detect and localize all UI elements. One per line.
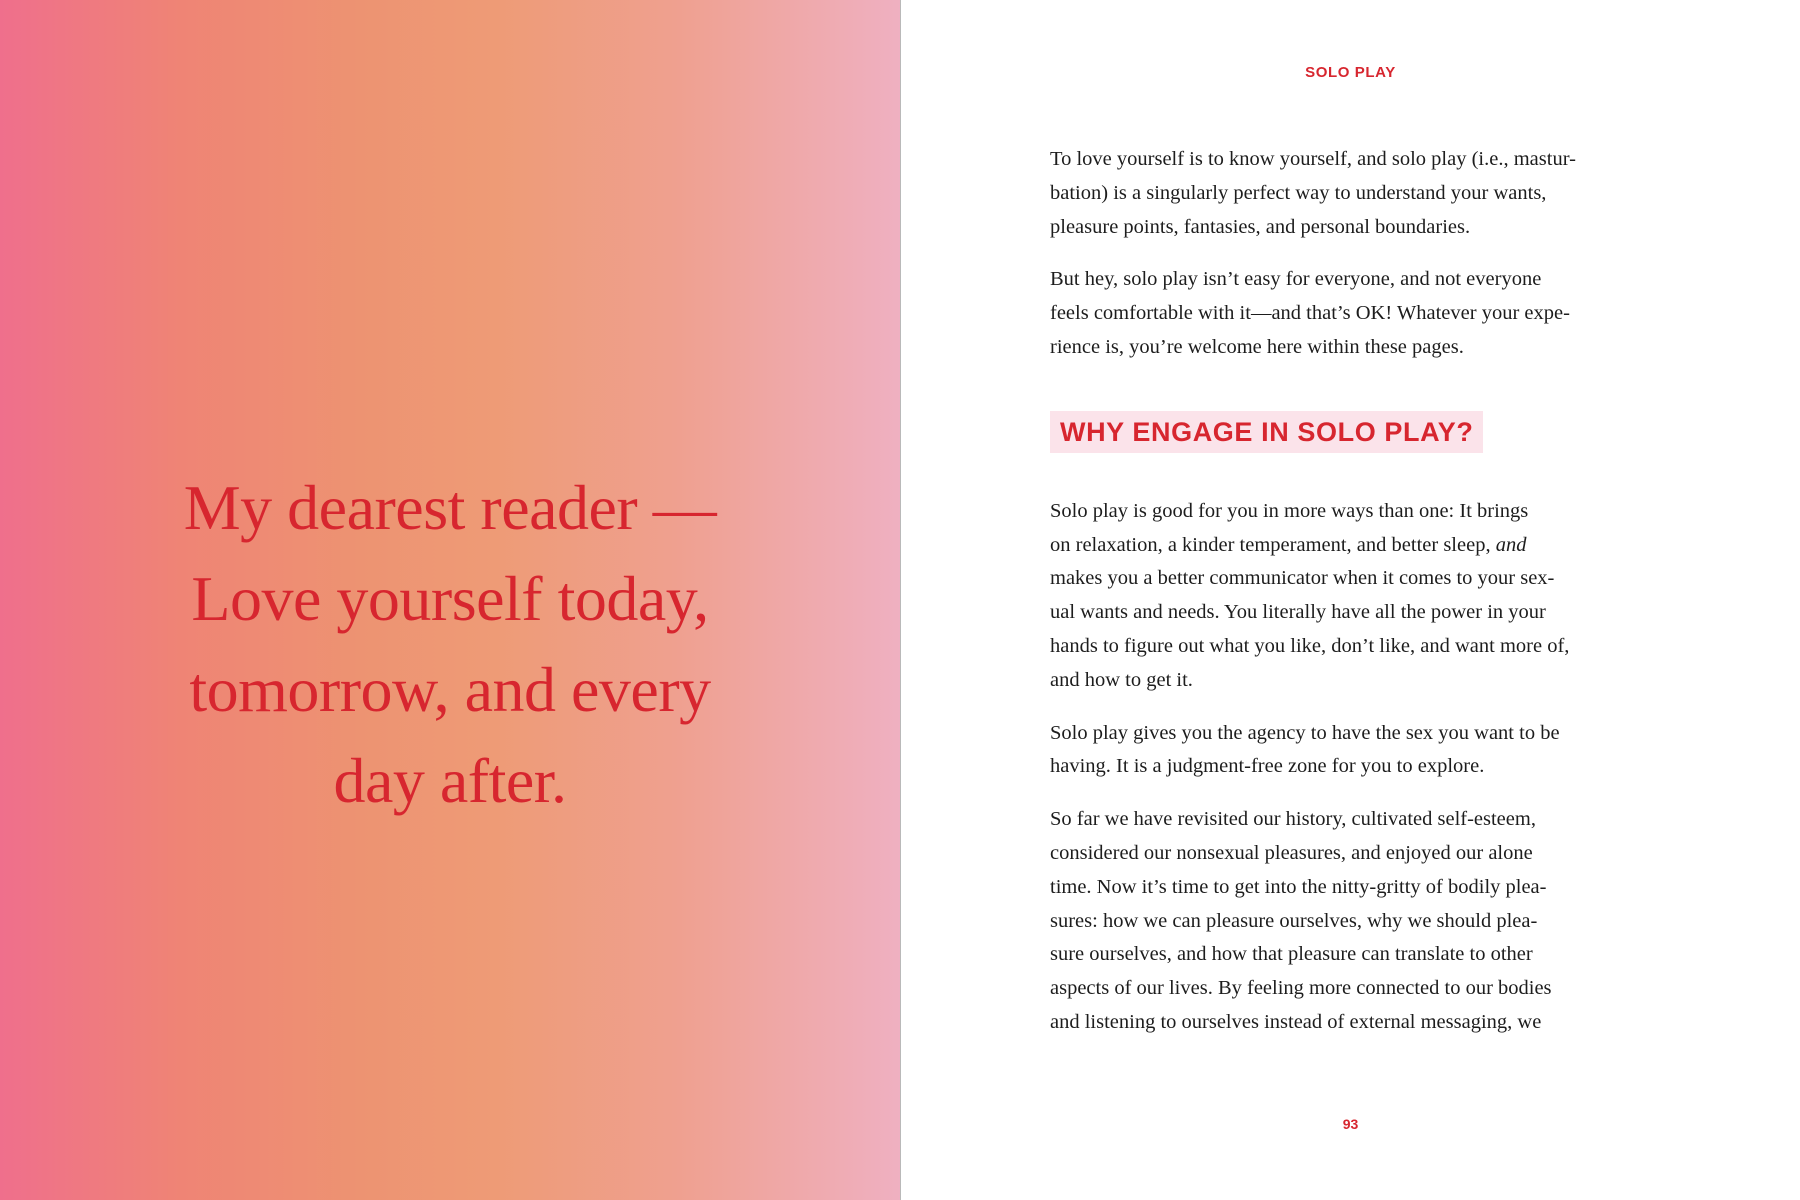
text-line: rience is, you’re welcome here within these pages. (1050, 335, 1464, 358)
quote-line: Love yourself today, (191, 563, 709, 634)
text-line: having. It is a judgment-free zone for you to explore. (1050, 755, 1485, 778)
text-line: and how to get it. (1050, 668, 1193, 691)
text-line: makes you a better communicator when it comes to your sex- (1050, 567, 1555, 590)
section-paragraph (1050, 717, 1670, 785)
quote-line: My dearest reader — (183, 472, 717, 543)
quote-line: day after. (333, 745, 567, 816)
text-line: sure ourselves, and how that pleasure can translate to other (1050, 943, 1533, 966)
text-line: pleasure points, fantasies, and personal boundaries. (1050, 215, 1471, 238)
intro-paragraph (1050, 263, 1670, 364)
right-page (901, 0, 1800, 1200)
page-number: 93 (1342, 1116, 1359, 1132)
text-line: bation) is a singularly perfect way to understand your wants, (1050, 181, 1547, 204)
text-run: on relaxation, a kinder temperament, and better sleep, (1050, 533, 1491, 556)
text-line: To love yourself is to know yourself, and solo play (i.e., mastur- (1050, 148, 1576, 170)
text-line: considered our nonsexual pleasures, and enjoyed our alone (1050, 841, 1533, 864)
text-line: aspects of our lives. By feeling more connected to our bodies (1050, 977, 1552, 1000)
text-line: and listening to ourselves instead of external messaging, we (1050, 1010, 1542, 1033)
text-line: sures: how we can pleasure ourselves, why we should plea- (1050, 909, 1538, 932)
text-line: feels comfortable with it—and that’s OK! Whatever your expe- (1050, 302, 1570, 325)
text-line: But hey, solo play isn’t easy for everyone, and not everyone (1050, 268, 1542, 291)
running-head: SOLO PLAY (1305, 64, 1396, 81)
body-text-column (1050, 143, 1670, 1059)
text-line: ual wants and needs. You literally have all the power in your (1050, 601, 1546, 624)
section-heading-wrap (1050, 411, 1670, 453)
pull-quote (120, 462, 780, 826)
intro-paragraph (1050, 143, 1670, 244)
text-line: So far we have revisited our history, cultivated self-esteem, (1050, 808, 1536, 831)
text-line: time. Now it’s time to get into the nitty-gritty of bodily plea- (1050, 875, 1547, 898)
emphasis-word: and (1495, 533, 1527, 556)
text-line: Solo play is good for you in more ways than one: It brings (1050, 499, 1529, 522)
section-heading: WHY ENGAGE IN SOLO PLAY? (1050, 411, 1483, 453)
text-line: Solo play gives you the agency to have the sex you want to be (1050, 721, 1560, 744)
text-line (1050, 529, 1670, 563)
section-paragraph (1050, 495, 1670, 698)
text-line: hands to figure out what you like, don’t like, and want more of, (1050, 634, 1570, 657)
quote-line: tomorrow, and every (189, 654, 711, 725)
section-paragraph (1050, 803, 1670, 1040)
